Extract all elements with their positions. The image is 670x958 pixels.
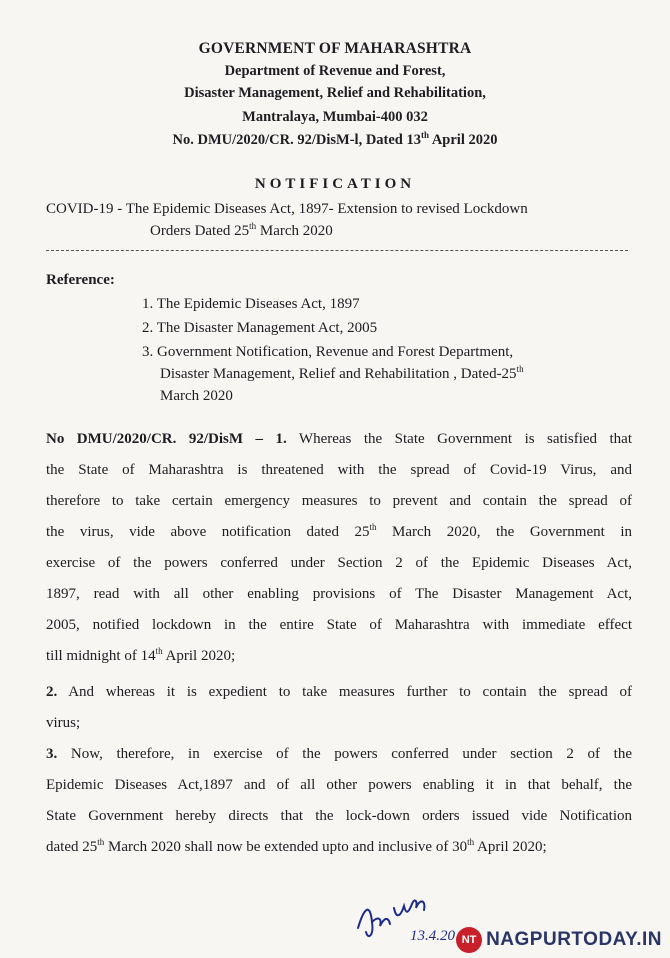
line-text: the virus, vide above notification dated 25: [46, 524, 370, 540]
ordinal-sup: th: [369, 522, 377, 532]
subject-line-1: COVID-19 - The Epidemic Diseases Act, 1897- Extension to revised Lockdown: [46, 201, 528, 217]
paragraph-2: [46, 677, 632, 739]
line-text: dated 25: [46, 839, 98, 855]
paragraph-line: [46, 517, 632, 548]
header-division: Disaster Management, Relief and Rehabilitation,: [184, 85, 486, 101]
paragraph-line: [46, 832, 632, 863]
paragraph-line: virus;: [46, 715, 81, 731]
paragraph-line: [46, 424, 632, 455]
subject-text: Orders Dated 25: [150, 223, 250, 239]
paragraph-line: [46, 641, 632, 672]
watermark-text: NAGPURTODAY.IN: [486, 929, 662, 950]
paragraph-line: the State of Maharashtra is threatened with the spread of Covid-19 Virus, and: [46, 462, 632, 478]
nagpurtoday-logo-icon: NT: [456, 927, 482, 953]
line-text: Now, therefore, in exercise of the powers conferred under section 2 of the: [57, 746, 632, 762]
line-text: till midnight of 14: [46, 648, 156, 664]
line-text: April 2020;: [474, 839, 547, 855]
ordinal-sup: th: [155, 646, 163, 656]
header-ref-sup: th: [421, 130, 430, 141]
subject-sup: th: [249, 221, 257, 231]
header-ref-text: No. DMU/2020/CR. 92/DisM-l, Dated 13: [172, 132, 421, 148]
paragraph-line: [46, 677, 632, 708]
reference-item-2: 2. The Disaster Management Act, 2005: [142, 320, 378, 336]
subject-line-2: [150, 223, 333, 240]
header-reference-number: [0, 129, 670, 151]
reference-label: Reference:: [46, 272, 115, 288]
header-department: Department of Revenue and Forest,: [224, 63, 446, 79]
reference-item-1: 1. The Epidemic Diseases Act, 1897: [142, 296, 360, 312]
paragraph-line: Epidemic Diseases Act,1897 and of all other powers enabling it in that behalf, the: [46, 777, 632, 793]
reference-item-3-line-3: March 2020: [160, 388, 233, 404]
reference-item-3-line-2: [160, 363, 524, 385]
header-address: Mantralaya, Mumbai-400 032: [242, 109, 428, 125]
reference-item-3: 3. Government Notification, Revenue and Forest Department,: [142, 344, 514, 360]
watermark: [456, 926, 662, 954]
line-text: March 2020 shall now be extended upto and inclusive of 30: [104, 839, 468, 855]
header-ref-month: April 2020: [429, 132, 498, 148]
line-text: Whereas the State Government is satisfied that: [286, 431, 632, 447]
paragraph-number: No DMU/2020/CR. 92/DisM – 1.: [46, 431, 287, 447]
paragraph-line: [46, 739, 632, 770]
paragraph-line: therefore to take certain emergency measures to prevent and contain the spread of: [46, 493, 632, 509]
paragraph-line: 2005, notified lockdown in the entire State of Maharashtra with immediate effect: [46, 617, 632, 633]
ordinal-sup: th: [97, 837, 105, 847]
line-text: April 2020;: [162, 648, 236, 664]
line-text: March 2020, the Government in: [376, 524, 632, 540]
line-text: And whereas it is expedient to take measures further to contain the spread of: [57, 684, 632, 700]
paragraph-line: State Government hereby directs that the lock-down orders issued vide Notification: [46, 808, 632, 824]
reference-text: Disaster Management, Relief and Rehabilitation , Dated-25: [160, 366, 517, 382]
paragraph-3: [46, 739, 632, 863]
notification-title: NOTIFICATION: [254, 176, 416, 192]
header-government: GOVERNMENT OF MAHARASHTRA: [198, 40, 472, 57]
dashed-divider: [46, 250, 628, 251]
signature-date: 13.4.20: [410, 928, 455, 944]
subject-month: March 2020: [256, 223, 333, 239]
paragraph-1: [46, 424, 632, 672]
paragraph-number: 2.: [46, 684, 58, 700]
paragraph-line: exercise of the powers conferred under Section 2 of the Epidemic Diseases Act,: [46, 555, 632, 571]
ordinal-sup: th: [467, 837, 475, 847]
paragraph-line: 1897, read with all other enabling provisions of The Disaster Management Act,: [46, 586, 632, 602]
reference-sup: th: [516, 364, 524, 374]
paragraph-number: 3.: [46, 746, 58, 762]
